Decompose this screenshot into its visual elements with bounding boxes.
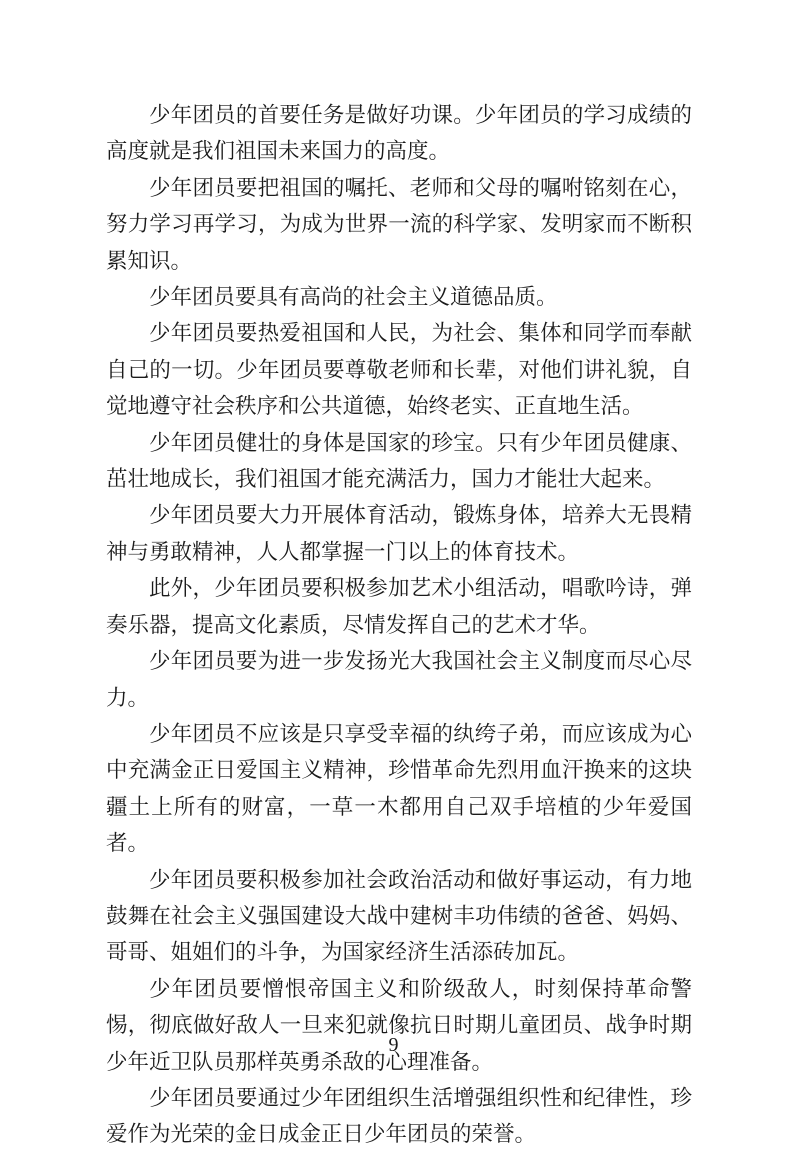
paragraph-10: 少年团员要积极参加社会政治活动和做好事运动，有力地鼓舞在社会主义强国建设大战中建树丰功伟绩的爸爸、妈妈、哥哥、姐姐们的斗争，为国家经济生活添砖加瓦。	[106, 867, 692, 966]
paragraph-2: 少年团员要把祖国的嘱托、老师和父母的嘱咐铭刻在心，努力学习再学习，为成为世界一流的科学家、发明家而不断积累知识。	[106, 175, 692, 274]
paragraph-5: 少年团员健壮的身体是国家的珍宝。只有少年团员健康、茁壮地成长，我们祖国才能充满活力，国力才能壮大起来。	[106, 430, 692, 493]
paragraph-9: 少年团员不应该是只享受幸福的纨绔子弟，而应该成为心中充满金正日爱国主义精神，珍惜革命先烈用血汗换来的这块疆土上所有的财富，一草一木都用自己双手培植的少年爱国者。	[106, 721, 692, 857]
paragraph-4: 少年团员要热爱祖国和人民，为社会、集体和同学而奉献自己的一切。少年团员要尊敬老师和长辈，对他们讲礼貌，自觉地遵守社会秩序和公共道德，始终老实、正直地生活。	[106, 321, 692, 420]
page-number: 9	[388, 1034, 399, 1056]
body-text	[106, 98, 692, 1154]
paragraph-1: 少年团员的首要任务是做好功课。少年团员的学习成绩的高度就是我们祖国未来国力的高度。	[106, 103, 692, 165]
paragraph-8: 少年团员要为进一步发扬光大我国社会主义制度而尽心尽力。	[106, 649, 692, 711]
paragraph-12: 少年团员要通过少年团组织生活增强组织性和纪律性，珍爱作为光荣的金日成金正日少年团员的荣誉。	[106, 1085, 692, 1148]
paragraph-7: 此外，少年团员要积极参加艺术小组活动，唱歌吟诗，弹奏乐器，提高文化素质，尽情发挥自己的艺术才华。	[106, 576, 692, 638]
paragraph-6: 少年团员要大力开展体育活动，锻炼身体，培养大无畏精神与勇敢精神，人人都掌握一门以上的体育技术。	[106, 503, 692, 565]
paragraph-11: 少年团员要憎恨帝国主义和阶级敌人，时刻保持革命警惕，彻底做好敌人一旦来犯就像抗日时期儿童团员、战争时期少年近卫队员那样英勇杀敌的心理准备。	[106, 976, 692, 1075]
paragraph-3: 少年团员要具有高尚的社会主义道德品质。	[149, 285, 558, 311]
